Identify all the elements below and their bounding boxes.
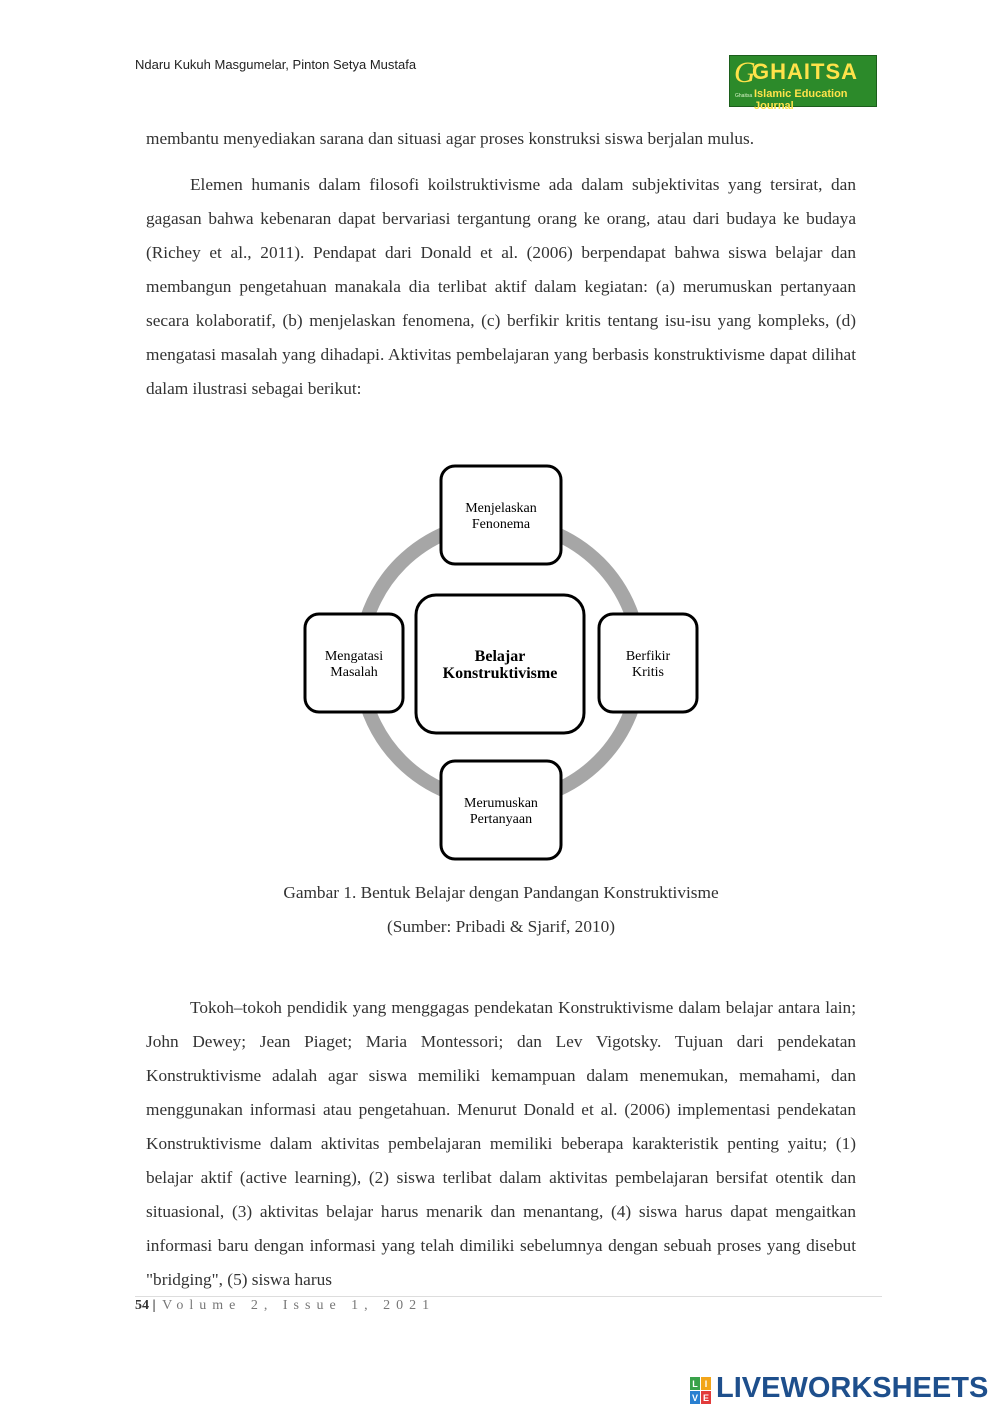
body-text-top: [146, 122, 856, 406]
logo-letter: G: [734, 56, 756, 89]
node-center-line1: Belajar: [474, 648, 526, 665]
figure-caption: Gambar 1. Bentuk Belajar dengan Pandangan Konstruktivisme: [283, 883, 719, 902]
footer-divider: [135, 1296, 882, 1297]
running-header-authors: Ndaru Kukuh Masgumelar, Pinton Setya Mustafa: [135, 57, 417, 72]
paragraph-continuation: membantu menyediakan sarana dan situasi agar proses konstruksi siswa berjalan mulus.: [146, 129, 755, 148]
node-top-line1: Menjelaskan: [465, 501, 537, 516]
figure-source: (Sumber: Pribadi & Sjarif, 2010): [387, 917, 615, 936]
page-number: 54: [135, 1298, 149, 1313]
node-left: [305, 614, 403, 712]
liveworksheets-brand: LIVEWORKSHEETS: [716, 1372, 989, 1404]
node-left-line2: Masalah: [330, 665, 378, 680]
node-left-line1: Mengatasi: [324, 649, 384, 664]
page-footer: [135, 1298, 435, 1314]
footer-separator: |: [152, 1298, 156, 1313]
footer-volume: Volume 2, Issue 1, 2021: [162, 1298, 436, 1313]
logo-name: GHAITSA: [752, 59, 858, 84]
paragraph-humanist-elements: Elemen humanis dalam filosofi koilstruktivisme ada dalam subjektivitas yang tersirat, dan gagasan bahwa kebenaran dapat bervariasi tergantung orang ke orang, atau dari budaya ke budaya (Richey et al., 2011). Pendapat dari Donald et al. (2006) berpendapat bahwa siswa belajar dan membangun pengetahuan manakala dia terlibat aktif dalam kegiatan: (a) merumuskan pertanyaan secara kolaboratif, (b) menjelaskan fenomena, (c) berfikir kritis tentang isu-isu yang kompleks, (d) mengatasi masalah yang dihadapi. Aktivitas pembelajaran yang berbasis konstruktivisme dapat dilihat dalam ilustrasi sebagai berikut:: [146, 175, 856, 398]
node-center-line2: Konstruktivisme: [442, 665, 558, 682]
node-right-line2: Kritis: [632, 665, 664, 680]
journal-logo: [729, 55, 877, 112]
node-bottom: [441, 761, 561, 859]
logo-tagline: Islamic Education Journal: [754, 88, 848, 112]
logo-small-text: Ghaitsa: [735, 93, 753, 99]
node-right-line1: Berfikir: [625, 649, 671, 664]
node-bottom-line1: Merumuskan: [464, 796, 538, 811]
icon-letter-v: V: [691, 1393, 699, 1403]
liveworksheets-watermark: [690, 1372, 990, 1408]
node-top: [441, 466, 561, 564]
body-text-bottom: [146, 991, 856, 1297]
node-top-line2: Fenonema: [471, 517, 531, 532]
node-right: [599, 614, 697, 712]
node-bottom-line2: Pertanyaan: [469, 812, 533, 827]
icon-letter-e: E: [702, 1393, 710, 1403]
icon-letter-i: I: [704, 1379, 708, 1389]
icon-letter-l: L: [692, 1379, 698, 1389]
constructivism-diagram: [300, 462, 700, 862]
liveworksheets-icon: [690, 1377, 712, 1405]
paragraph-constructivism-figures: Tokoh–tokoh pendidik yang menggagas pendekatan Konstruktivisme dalam belajar antara lain; John Dewey; Jean Piaget; Maria Montessori; dan Lev Vigotsky. Tujuan dari pendekatan Konstruktivisme adalah agar siswa memiliki kemampuan dalam menemukan, memahami, dan menggunakan informasi atau pengetahuan. Menurut Donald et al. (2006) implementasi pendekatan Konstruktivisme dalam aktivitas pembelajaran memiliki beberapa karakteristik penting yaitu; (1) belajar aktif (active learning), (2) siswa terlibat dalam aktivitas pembelajaran bersifat otentik dan situasional, (3) aktivitas belajar harus menarik dan menantang, (4) siswa harus dapat mengaitkan informasi baru dengan informasi yang telah dimiliki sebelumnya dengan sebuah proses yang disebut "bridging", (5) siswa harus: [146, 998, 856, 1289]
node-center: [416, 595, 584, 733]
